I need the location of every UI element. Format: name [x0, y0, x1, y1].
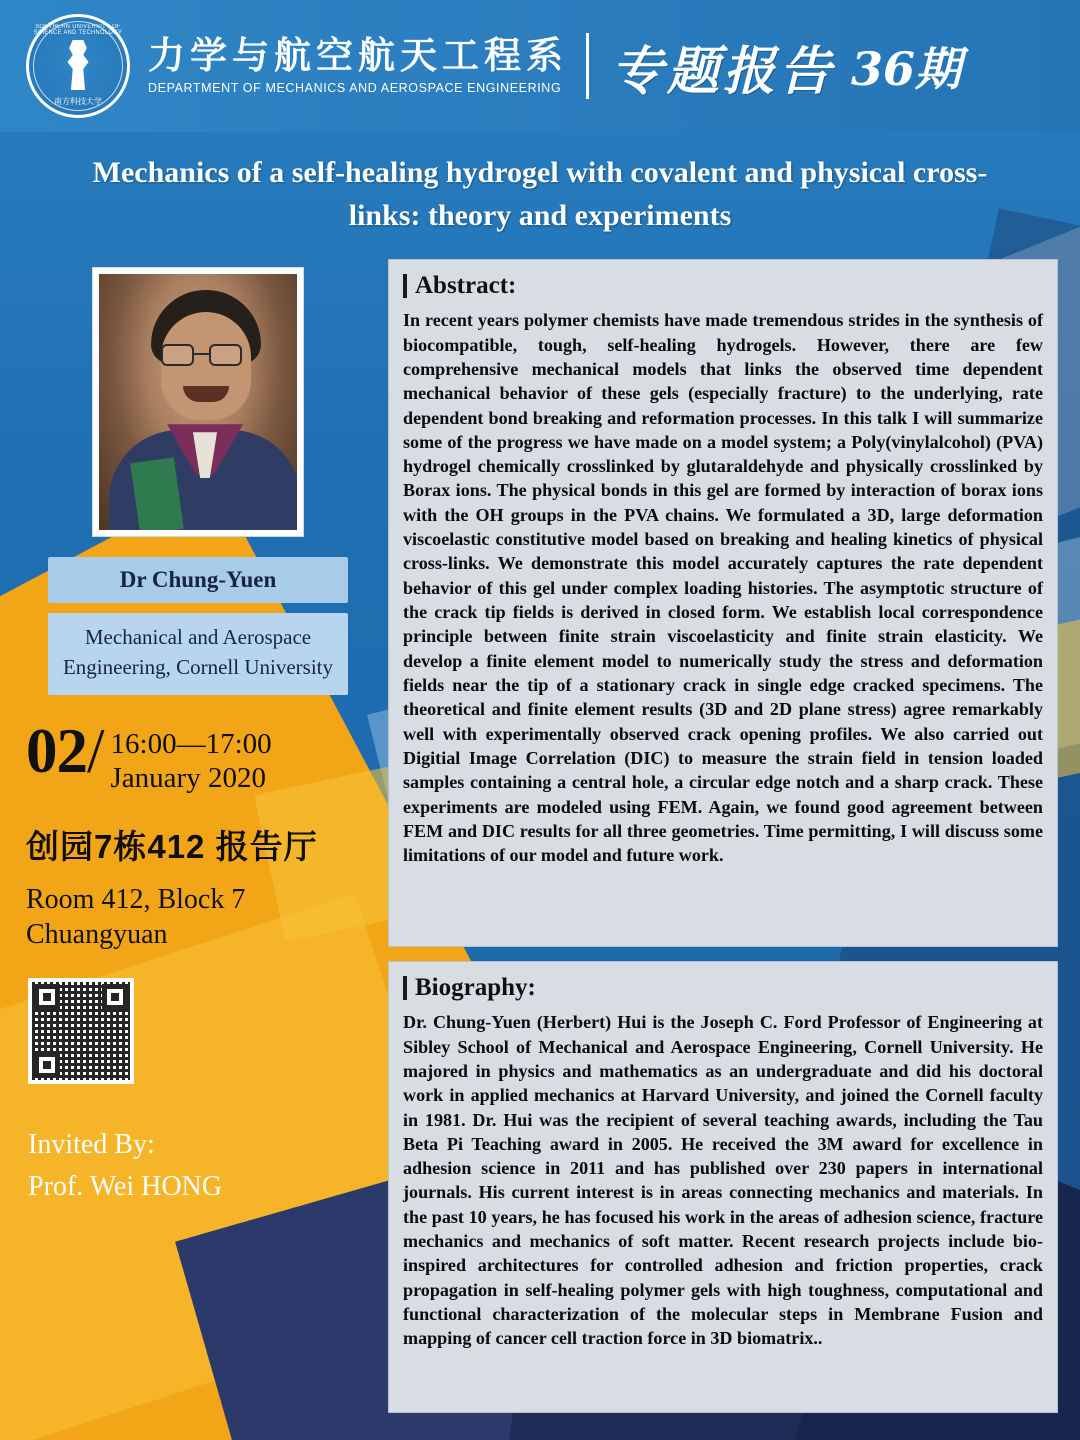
photo-face-shape: [161, 312, 251, 420]
page-title: Mechanics of a self-healing hydrogel with covalent and physical cross-links: theory and experiments: [92, 156, 988, 232]
abstract-heading-label: Abstract:: [415, 272, 517, 300]
biography-heading: [403, 974, 1043, 1002]
date-separator: /: [87, 715, 105, 786]
qr-eye-top-right: [102, 984, 128, 1010]
speaker-photo-frame: [92, 267, 304, 537]
title-section: [0, 132, 1080, 251]
qr-code[interactable]: [28, 978, 134, 1084]
photo-glasses-bridge: [194, 353, 209, 355]
issue-number: 36期: [851, 42, 962, 96]
department-name-cn: 力学与航空航天工程系: [148, 34, 568, 76]
right-column: [388, 259, 1058, 1413]
speaker-photo: [99, 274, 297, 530]
abstract-panel: [388, 259, 1058, 947]
photo-glasses-right: [209, 344, 242, 366]
event-time: 16:00—17:00: [110, 727, 272, 760]
venue-cn: 创园7栋412 报告厅: [26, 828, 318, 866]
heading-bar-icon: [403, 274, 407, 298]
venue-en: Room 412, Block 7 Chuangyuan: [26, 884, 246, 951]
invited-by-label: Invited By:: [28, 1129, 155, 1161]
biography-text: Dr. Chung-Yuen (Herbert) Hui is the Joseph C. Ford Professor of Engineering at Sibley School of Mechanical and Aerospace Engineering, Cornell University. He majored in physics and mathematics as an undergraduate and did his doctoral work in applied mechanics at Harvard University, and joined the Cornell faculty in 1981. Dr. Hui was the recipient of several teaching awards, including the Tau Beta Pi Teaching award in 2005. He received the 3M award for excellence in adhesion science in 2011 and has published over 230 papers in international journals. His current interest is in areas connecting mechanics and materials. In the past 10 years, he has focused his work in the areas of adhesion science, fracture mechanics and mechanics of soft matter. Recent research projects include bio-inspired architectures for controlled adhesion and friction properties, crack propagation in self-healing polymer gels with high toughness, computational and functional characterization of the molecular steps in Membrane Fusion and mapping of cancer cell traction force in 3D biomatrix..: [403, 1012, 1043, 1349]
logo-ring-label-cn: 南方科技大学: [54, 97, 102, 106]
event-date-details: [111, 727, 272, 795]
abstract-heading: [403, 272, 1043, 300]
logo-ring-label-en: SOUTHERN UNIVERSITY OF SCIENCE AND TECHNOLOGY: [33, 24, 123, 36]
seminar-series-label: 专题报告: [611, 40, 836, 102]
biography-panel: [388, 961, 1058, 1413]
poster-body: [0, 251, 1080, 1413]
invitation-block: [28, 1124, 374, 1208]
photo-glasses-left: [161, 344, 194, 366]
qr-code-pattern: [32, 982, 130, 1080]
event-month-year: January 2020: [110, 762, 266, 795]
university-logo-icon: [26, 14, 130, 118]
department-block: [148, 34, 568, 96]
event-day: 02: [26, 715, 87, 786]
speaker-name: Dr Chung-Yuen: [48, 557, 348, 603]
heading-bar-icon: [403, 976, 407, 1000]
abstract-text: In recent years polymer chemists have made tremendous strides in the synthesis of biocompatible, tough, self-healing hydrogels. However, there are few comprehensive mechanical models that links the observed time dependent mechanical behavior of these gels (especially fracture) to the underlying, rate dependent bond breaking and reformation processes. In this talk I will summarize some of the progress we have made on a model system; a Poly(vinylalcohol) (PVA) hydrogel chemically crosslinked by glutaraldehyde and physically crosslinked by Borax ions. The physical bonds in this gel are formed by interaction of borax ions with the OH groups in the PVA chains. We formulated a 3D, large deformation viscoelastic constitutive model based on breaking and healing kinetics of physical cross-links. We demonstrate this model accurately captures the rate dependent behavior of this gel under complex loading histories. The asymptotic structure of the crack tip fields is derived in closed form. We establish local correspondence principle between finite strain viscoelasticity and finite strain elasticity. We develop a finite element model to numerically study the stress and deformation fields near the tip of a stationary crack in single edge cracked specimens. The theoretical and finite element results (3D and 2D plane stress) agree remarkably well with experimentally observed crack opening profiles. We also carried out Digitial Image Correlation (DIC) to measure the strain field in tension loaded samples containing a central hole, a circular edge notch and a sharp crack. These experiments are modeled using FEM. Again, we found good agreement between FEM and DIC results for all three geometries. Time permitting, I will discuss some limitations of our model and future work.: [403, 310, 1043, 866]
header-divider: [586, 33, 589, 99]
department-name-en: DEPARTMENT OF MECHANICS AND AEROSPACE ENGINEERING: [148, 81, 562, 96]
event-date-row: [26, 715, 374, 795]
qr-eye-bottom-left: [34, 1052, 60, 1078]
poster-header: [0, 0, 1080, 132]
left-column: [22, 259, 374, 1413]
biography-heading-label: Biography:: [415, 974, 536, 1002]
speaker-affiliation: Mechanical and Aerospace Engineering, Cornell University: [48, 613, 348, 695]
qr-eye-top-left: [34, 984, 60, 1010]
invited-by-host: Prof. Wei HONG: [28, 1171, 222, 1203]
